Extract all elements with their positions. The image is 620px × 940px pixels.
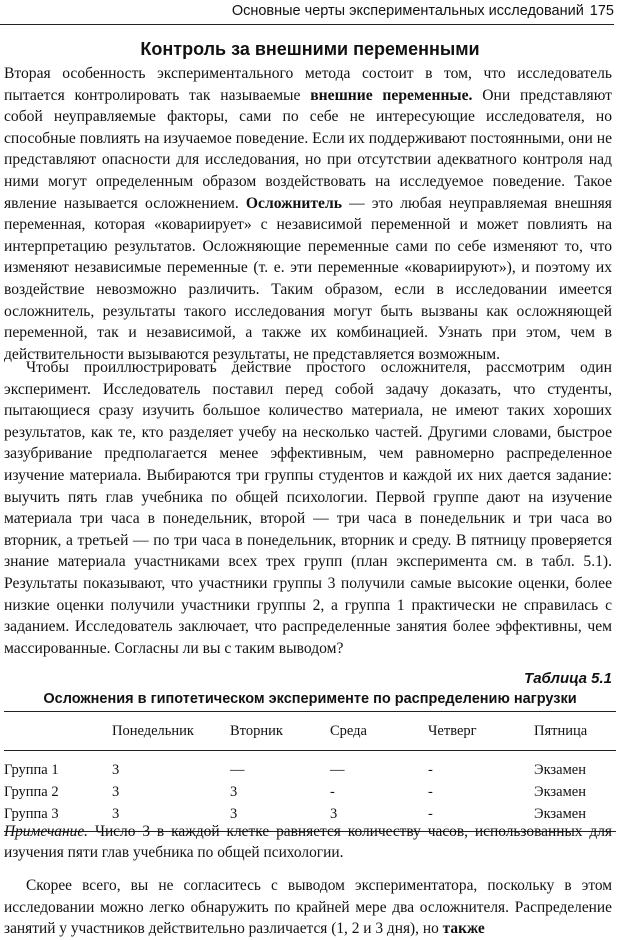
column-header-monday: Понедельник	[112, 722, 194, 739]
paragraph1-text-3: — это любая неуправляемая внешняя переменная, которая «ковариирует» с независимой переменной и может повлиять на интерпретацию результатов. Осложняющие переменные сами по себе изменяют то, что изменяют независимые переменные (т. е. эти переменные «ковариируют»), и поэтому их воздействие невозможно различить. Таким образом, если в исследовании имеется осложнитель, результаты такого исследования могут быть вызваны как осложняющей переменной, так и независимой, а также их комбинацией. Узнать при этом, чем в действительности вызываются результаты, не представляется возможным.	[4, 194, 612, 363]
table-cell: Группа 3	[4, 805, 59, 822]
table-cell: 3	[330, 805, 338, 822]
running-header	[0, 0, 614, 25]
paragraph-external-variables	[4, 63, 612, 365]
page-number: 175	[589, 3, 614, 19]
section-title: Контроль за внешними переменными	[140, 39, 480, 59]
table-note	[4, 821, 612, 863]
column-header-wednesday: Среда	[330, 722, 367, 739]
paragraph1-text-2: Они представляют собой неуправляемые факторы, сами по себе не интересующие исследователя, но способные повлиять на изучаемое поведение. Если их поддерживают постоянными, они не представляют опасности для исследования, но при отсутствии адекватного контроля над ними могут определенным образом воздействовать на исследуемое поведение. Такое явление называется осложнением.	[4, 86, 612, 212]
term-external-variables: внешние переменные.	[310, 86, 473, 104]
table-row	[4, 781, 616, 803]
table-number: Таблица 5.1	[524, 670, 612, 687]
table-row	[4, 751, 616, 782]
paragraph3-text: Скорее всего, вы не согласитесь с выводом экспериментатора, поскольку в этом исследовании можно легко обнаружить по крайней мере два осложнителя. Распределение занятий у участников действительно различается (1, 2 и 3 дня), но	[4, 877, 612, 938]
table-header-row	[4, 712, 616, 751]
table-cell: 3	[230, 805, 238, 822]
column-header-group	[4, 712, 112, 751]
table-cell: —	[330, 761, 345, 778]
table-cell: -	[428, 805, 433, 822]
note-label: Примечание.	[4, 823, 89, 840]
table-cell: —	[230, 761, 245, 778]
table-cell: Группа 2	[4, 783, 59, 800]
column-header-tuesday: Вторник	[230, 722, 283, 739]
table-cell: -	[428, 761, 433, 778]
term-confounder: Осложнитель	[245, 194, 342, 212]
table-cell: Экзамен	[534, 783, 586, 800]
table-cell: -	[428, 783, 433, 800]
table-caption: Осложнения в гипотетическом эксперименте по распределению нагрузки	[43, 691, 577, 707]
table-cell: Экзамен	[534, 761, 586, 778]
paragraph1-text-1: Вторая особенность экспериментального метода состоит в том, что исследователь пытается контролировать так называемые	[4, 65, 612, 104]
running-title: Основные черты экспериментальных исследований	[231, 3, 584, 19]
schedule-table	[4, 711, 616, 832]
paragraph3-bold-word: также	[442, 920, 485, 938]
column-header-friday: Пятница	[534, 722, 588, 739]
table-cell: Группа 1	[4, 761, 59, 778]
paragraph-experiment-example: Чтобы проиллюстрировать действие простого осложнителя, рассмотрим один эксперимент. Исследователь поставил перед собой задачу доказать, что студенты, пытающиеся сразу изучить большое количество материала, не имеют таких хороших результатов, как те, кто разделяет учебу на несколько частей. Другими словами, быстрое зазубривание предполагается менее эффективным, чем равномерно распределенное изучение материала. Выбираются три группы студентов и каждой их них дается задание: выучить пять глав учебника по общей психологии. Первой группе дают на изучение материала три часа в понедельник, второй — три часа в понедельник и три часа во вторник, а третьей — по три часа в понедельник, вторник и среду. В пятницу проверяется знание материала участниками всех трех групп (план эксперимента см. в табл. 5.1). Результаты показывают, что участники группы 3 получили самые высокие оценки, более низкие оценки получили участники группы 2, а группа 1 практически не справилась с заданием. Исследователь заключает, что распределенные занятия более эффективны, чем массированные. Согласны ли вы с таким выводом?	[4, 359, 612, 657]
table-cell: 3	[112, 761, 120, 778]
table-cell: 3	[112, 783, 120, 800]
note-text: Число 3 в каждой клетке равняется количеству часов, использованных для изучения пяти глав учебника по общей психологии.	[4, 823, 612, 861]
paragraph-conclusion	[4, 875, 612, 940]
table-cell: 3	[230, 783, 238, 800]
column-header-thursday: Четверг	[428, 722, 477, 739]
table-cell: Экзамен	[534, 805, 586, 822]
table-cell: 3	[112, 805, 120, 822]
table-cell: -	[330, 783, 335, 800]
